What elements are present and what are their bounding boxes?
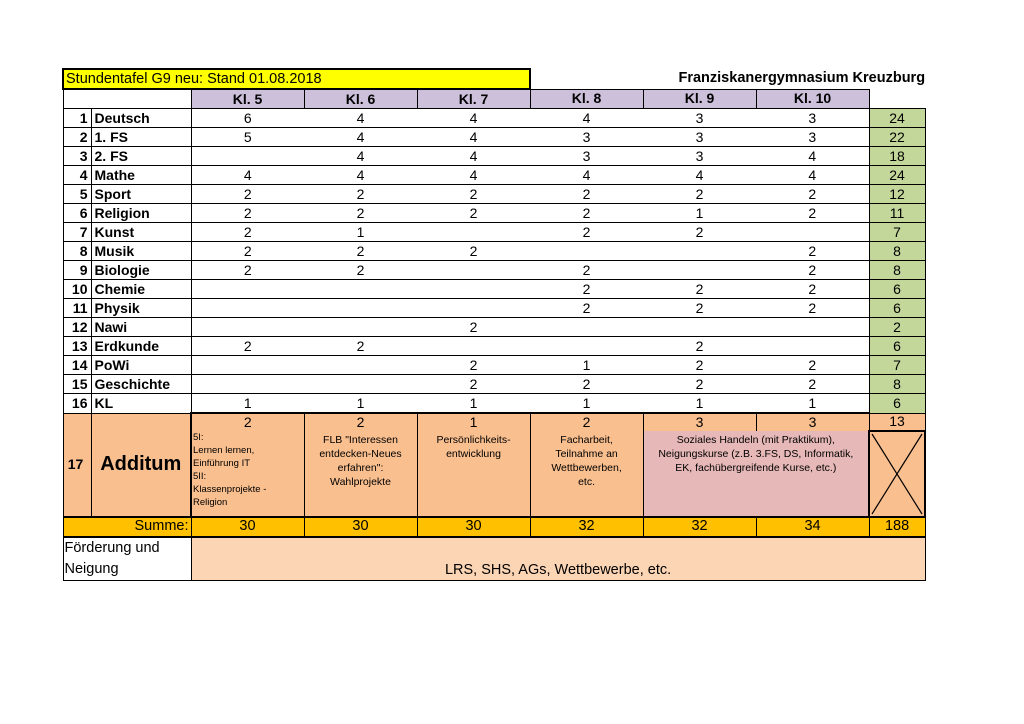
- additum-sum: 13: [869, 413, 925, 431]
- row-sum: 6: [869, 337, 925, 356]
- subject-name: 2. FS: [91, 147, 191, 166]
- foerderung-label-2: Neigung: [63, 559, 191, 581]
- hours-cell: [304, 356, 417, 375]
- timetable-sheet: [62, 68, 924, 581]
- subject-row: [63, 280, 925, 299]
- additum-text-k5: 5I: Lernen lernen, Einführung IT 5II: Klassenprojekte - Religion: [193, 431, 267, 508]
- row-sum: 24: [869, 109, 925, 128]
- hours-cell: [530, 318, 643, 337]
- subject-row: [63, 242, 925, 261]
- hours-cell: 1: [530, 356, 643, 375]
- hours-cell: [530, 337, 643, 356]
- hours-cell: 3: [756, 109, 869, 128]
- additum-hours: 2: [191, 413, 304, 431]
- hours-cell: 2: [643, 223, 756, 242]
- hours-cell: 1: [756, 394, 869, 414]
- hours-cell: [417, 337, 530, 356]
- hours-cell: 2: [756, 204, 869, 223]
- row-sum: 8: [869, 242, 925, 261]
- subject-row: [63, 166, 925, 185]
- hours-cell: 1: [530, 394, 643, 414]
- hours-cell: 2: [191, 223, 304, 242]
- hours-cell: 4: [417, 109, 530, 128]
- sum-row: [63, 517, 925, 537]
- hours-cell: 4: [530, 166, 643, 185]
- subject-number: 13: [63, 337, 91, 356]
- hours-cell: 2: [643, 299, 756, 318]
- hours-cell: 2: [530, 375, 643, 394]
- hours-cell: [643, 242, 756, 261]
- subject-number: 3: [63, 147, 91, 166]
- additum-hours: 3: [643, 413, 756, 431]
- subject-number: 12: [63, 318, 91, 337]
- sum-value: 30: [304, 517, 417, 537]
- additum-text-k6: FLB "Interessen entdecken-Neues erfahren": Wahlprojekte: [304, 431, 417, 517]
- cross-mark-icon: [870, 432, 924, 516]
- row-sum: 12: [869, 185, 925, 204]
- subject-name: Deutsch: [91, 109, 191, 128]
- hours-cell: 2: [530, 280, 643, 299]
- hours-cell: [191, 356, 304, 375]
- hours-cell: [191, 147, 304, 166]
- hours-cell: 2: [304, 261, 417, 280]
- additum-hours-row: [63, 413, 925, 431]
- row-sum: 24: [869, 166, 925, 185]
- sheet-title: Stundentafel G9 neu: Stand 01.08.2018: [63, 69, 530, 89]
- hours-cell: 4: [304, 109, 417, 128]
- subject-name: Biologie: [91, 261, 191, 280]
- subject-row: [63, 128, 925, 147]
- hours-cell: 2: [191, 204, 304, 223]
- hours-cell: 3: [643, 147, 756, 166]
- hours-cell: 2: [417, 242, 530, 261]
- subject-name: PoWi: [91, 356, 191, 375]
- hours-cell: [643, 318, 756, 337]
- row-sum: 11: [869, 204, 925, 223]
- row-sum: 8: [869, 261, 925, 280]
- hours-cell: [304, 280, 417, 299]
- sum-value: 32: [643, 517, 756, 537]
- hours-cell: [417, 261, 530, 280]
- hours-cell: 2: [417, 185, 530, 204]
- hours-cell: 2: [756, 185, 869, 204]
- hours-cell: 2: [191, 185, 304, 204]
- additum-number: 17: [63, 413, 91, 517]
- subject-name: Erdkunde: [91, 337, 191, 356]
- hours-cell: 2: [530, 261, 643, 280]
- additum-text-k7: Persönlichkeits-entwicklung: [417, 431, 530, 517]
- hours-cell: 2: [191, 261, 304, 280]
- hours-cell: 2: [304, 204, 417, 223]
- hours-cell: 2: [304, 242, 417, 261]
- sum-label: Summe:: [63, 517, 191, 537]
- subject-row: [63, 185, 925, 204]
- hours-cell: 2: [643, 185, 756, 204]
- subject-name: 1. FS: [91, 128, 191, 147]
- hours-cell: 3: [643, 109, 756, 128]
- hours-cell: [304, 299, 417, 318]
- class-header: Kl. 8: [530, 89, 643, 109]
- subject-name: Geschichte: [91, 375, 191, 394]
- subject-name: Musik: [91, 242, 191, 261]
- subject-number: 1: [63, 109, 91, 128]
- subject-name: KL: [91, 394, 191, 414]
- class-header: Kl. 9: [643, 89, 756, 109]
- subject-number: 16: [63, 394, 91, 414]
- subject-number: 10: [63, 280, 91, 299]
- hours-cell: 2: [417, 356, 530, 375]
- additum-hours: 3: [756, 413, 869, 431]
- additum-text-k9-10: Soziales Handeln (mit Praktikum), Neigungskurse (z.B. 3.FS, DS, Informatik, EK, fachübergreifende Kurse, etc.): [643, 431, 869, 517]
- subject-row: [63, 394, 925, 414]
- subject-rows: [63, 109, 925, 414]
- subject-name: Chemie: [91, 280, 191, 299]
- hours-cell: 2: [643, 356, 756, 375]
- additum-label: Additum: [91, 413, 191, 517]
- hours-cell: 3: [756, 128, 869, 147]
- subject-row: [63, 318, 925, 337]
- class-header: Kl. 5: [191, 89, 304, 109]
- hours-cell: 1: [643, 394, 756, 414]
- hours-cell: 2: [530, 223, 643, 242]
- subject-number: 15: [63, 375, 91, 394]
- hours-cell: 1: [643, 204, 756, 223]
- hours-cell: 4: [304, 166, 417, 185]
- hours-cell: 2: [417, 204, 530, 223]
- hours-cell: 2: [530, 299, 643, 318]
- subject-name: Mathe: [91, 166, 191, 185]
- row-sum: 8: [869, 375, 925, 394]
- hours-cell: 2: [756, 375, 869, 394]
- subject-row: [63, 204, 925, 223]
- hours-cell: [756, 318, 869, 337]
- hours-cell: 2: [304, 337, 417, 356]
- hours-cell: 2: [530, 185, 643, 204]
- additum-hours: 2: [304, 413, 417, 431]
- hours-cell: [191, 375, 304, 394]
- hours-cell: 2: [530, 204, 643, 223]
- hours-cell: [191, 318, 304, 337]
- subject-row: [63, 299, 925, 318]
- subject-number: 2: [63, 128, 91, 147]
- row-sum: 22: [869, 128, 925, 147]
- hours-cell: 4: [417, 147, 530, 166]
- subject-number: 5: [63, 185, 91, 204]
- hours-cell: 2: [304, 185, 417, 204]
- class-header: Kl. 6: [304, 89, 417, 109]
- subject-row: [63, 147, 925, 166]
- subject-name: Nawi: [91, 318, 191, 337]
- hours-cell: 2: [756, 356, 869, 375]
- hours-cell: 4: [756, 147, 869, 166]
- hours-cell: 2: [756, 299, 869, 318]
- hours-cell: 2: [417, 375, 530, 394]
- row-sum: 18: [869, 147, 925, 166]
- hours-cell: 5: [191, 128, 304, 147]
- subject-name: Sport: [91, 185, 191, 204]
- hours-cell: [191, 280, 304, 299]
- hours-cell: [417, 223, 530, 242]
- hours-cell: 2: [756, 261, 869, 280]
- subject-row: [63, 261, 925, 280]
- sum-value: 34: [756, 517, 869, 537]
- hours-cell: 2: [191, 242, 304, 261]
- row-sum: 6: [869, 280, 925, 299]
- hours-cell: 1: [304, 394, 417, 414]
- hours-cell: [417, 299, 530, 318]
- hours-cell: [530, 242, 643, 261]
- hours-cell: [417, 280, 530, 299]
- hours-cell: 2: [191, 337, 304, 356]
- additum-hours: 2: [530, 413, 643, 431]
- hours-cell: 4: [756, 166, 869, 185]
- subject-name: Kunst: [91, 223, 191, 242]
- hours-cell: 4: [417, 128, 530, 147]
- hours-cell: 1: [417, 394, 530, 414]
- hours-cell: [191, 299, 304, 318]
- subject-name: Religion: [91, 204, 191, 223]
- hours-cell: 4: [530, 109, 643, 128]
- hours-cell: 4: [643, 166, 756, 185]
- subject-number: 8: [63, 242, 91, 261]
- row-sum: 7: [869, 356, 925, 375]
- subject-number: 9: [63, 261, 91, 280]
- subject-row: [63, 223, 925, 242]
- sum-value: 30: [417, 517, 530, 537]
- hours-cell: [756, 223, 869, 242]
- hours-cell: [643, 261, 756, 280]
- hours-cell: 2: [417, 318, 530, 337]
- hours-cell: 4: [191, 166, 304, 185]
- class-header: Kl. 7: [417, 89, 530, 109]
- hours-cell: 4: [304, 128, 417, 147]
- hours-cell: [756, 337, 869, 356]
- hours-cell: 2: [756, 242, 869, 261]
- sum-value: 30: [191, 517, 304, 537]
- sum-value: 32: [530, 517, 643, 537]
- hours-cell: 2: [643, 375, 756, 394]
- subject-row: [63, 356, 925, 375]
- foerderung-text: LRS, SHS, AGs, Wettbewerbe, etc.: [191, 537, 925, 581]
- class-header: Kl. 10: [756, 89, 869, 109]
- class-header-row: [63, 89, 925, 109]
- subject-number: 14: [63, 356, 91, 375]
- sum-total: 188: [869, 517, 925, 537]
- hours-cell: 1: [304, 223, 417, 242]
- subject-row: [63, 337, 925, 356]
- hours-cell: 3: [530, 128, 643, 147]
- row-sum: 6: [869, 394, 925, 414]
- crossed-cell: [869, 431, 925, 517]
- row-sum: 6: [869, 299, 925, 318]
- additum-text-k8: Facharbeit, Teilnahme an Wettbewerben, etc.: [530, 431, 643, 517]
- school-name: Franziskanergymnasium Kreuzburg: [678, 70, 926, 87]
- row-sum: 7: [869, 223, 925, 242]
- subject-number: 4: [63, 166, 91, 185]
- subject-name: Physik: [91, 299, 191, 318]
- hours-cell: [304, 318, 417, 337]
- subject-number: 11: [63, 299, 91, 318]
- foerderung-label-1: Förderung und: [63, 537, 191, 559]
- hours-cell: 6: [191, 109, 304, 128]
- additum-hours: 1: [417, 413, 530, 431]
- subject-row: [63, 375, 925, 394]
- hours-cell: 4: [304, 147, 417, 166]
- hours-cell: 1: [191, 394, 304, 414]
- hours-cell: 2: [756, 280, 869, 299]
- additum-text-row: [63, 431, 925, 517]
- hours-cell: 2: [643, 337, 756, 356]
- subject-number: 7: [63, 223, 91, 242]
- subject-row: [63, 109, 925, 128]
- subject-number: 6: [63, 204, 91, 223]
- hours-cell: 4: [417, 166, 530, 185]
- hours-cell: [304, 375, 417, 394]
- hours-cell: 3: [643, 128, 756, 147]
- row-sum: 2: [869, 318, 925, 337]
- hours-cell: 2: [643, 280, 756, 299]
- timetable: [62, 68, 926, 581]
- hours-cell: 3: [530, 147, 643, 166]
- foerderung-row-1: [63, 537, 925, 559]
